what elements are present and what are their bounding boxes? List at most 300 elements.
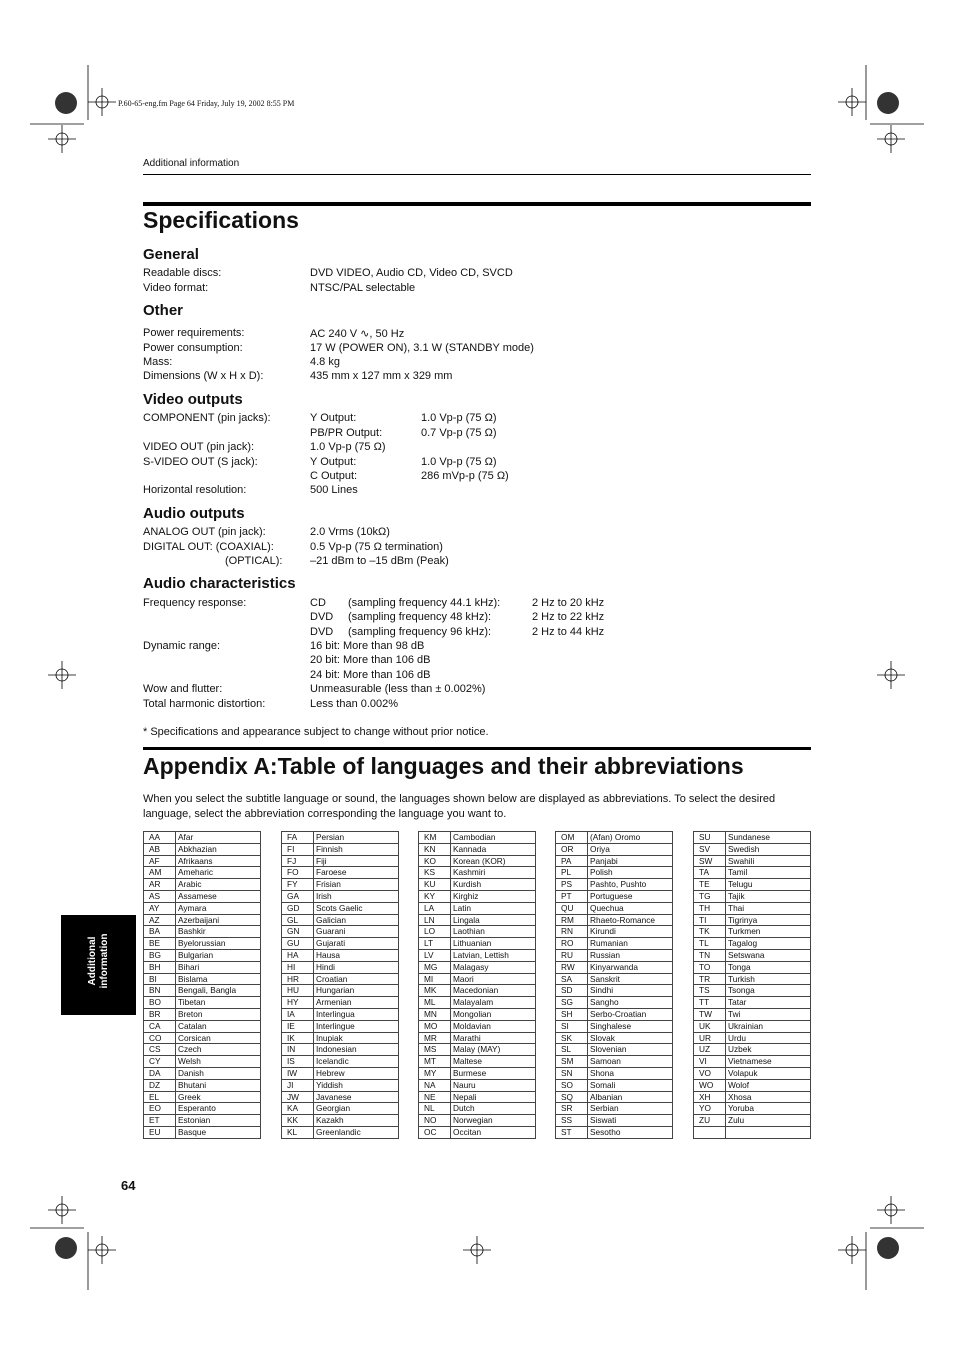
language-name: Greenlandic (314, 1126, 399, 1138)
language-code: OR (556, 843, 588, 855)
language-code: CO (144, 1032, 176, 1044)
spec-label: COMPONENT (pin jacks): (143, 412, 271, 424)
language-name: Breton (176, 1008, 261, 1020)
language-name: Sangho (588, 997, 673, 1009)
spec-value: 20 bit: More than 106 dB (310, 654, 431, 666)
language-name: Siswati (588, 1115, 673, 1127)
other-heading: Other (143, 302, 184, 319)
freq-desc: (sampling frequency 48 kHz): (348, 611, 492, 623)
language-name: Moldavian (451, 1020, 536, 1032)
language-row (419, 867, 536, 879)
language-name: Scots Gaelic (314, 902, 399, 914)
language-row (282, 902, 399, 914)
language-row (282, 890, 399, 902)
language-row (556, 1008, 673, 1020)
language-row (694, 985, 811, 997)
language-code: TL (694, 938, 726, 950)
language-row (419, 879, 536, 891)
language-name: Panjabi (588, 855, 673, 867)
language-row (282, 1079, 399, 1091)
language-row (419, 1056, 536, 1068)
spec-value: 17 W (POWER ON), 3.1 W (STANDBY mode) (310, 342, 534, 354)
language-code: OC (419, 1126, 451, 1138)
language-name: Arabic (176, 879, 261, 891)
language-code (694, 1126, 726, 1138)
language-row (556, 1126, 673, 1138)
header-rule (143, 174, 811, 175)
freq-range: 2 Hz to 22 kHz (532, 611, 605, 623)
language-code: TO (694, 961, 726, 973)
specifications-title: Specifications (143, 207, 299, 233)
language-row (694, 997, 811, 1009)
language-code: AR (144, 879, 176, 891)
language-name: Malayalam (451, 997, 536, 1009)
language-name: Tsonga (726, 985, 811, 997)
language-name: Inupiak (314, 1032, 399, 1044)
language-code: KU (419, 879, 451, 891)
language-table-col-2 (281, 831, 399, 1139)
language-name: Bulgarian (176, 949, 261, 961)
language-row (556, 867, 673, 879)
language-name: Irish (314, 890, 399, 902)
language-name: Serbo-Croatian (588, 1008, 673, 1020)
language-name: Greek (176, 1091, 261, 1103)
language-code: MG (419, 961, 451, 973)
spec-value: 4.8 kg (310, 356, 340, 368)
language-name: Hungarian (314, 985, 399, 997)
language-row (282, 867, 399, 879)
spec-value: 435 mm x 127 mm x 329 mm (310, 370, 453, 382)
language-code: EU (144, 1126, 176, 1138)
language-row (419, 902, 536, 914)
language-code: IS (282, 1056, 314, 1068)
language-name: Tonga (726, 961, 811, 973)
language-row (144, 1103, 261, 1115)
spec-label: S-VIDEO OUT (S jack): (143, 456, 258, 468)
language-row (419, 855, 536, 867)
audio-characteristics-heading: Audio characteristics (143, 575, 296, 592)
language-code: SQ (556, 1091, 588, 1103)
language-name: Kinyarwanda (588, 961, 673, 973)
language-code: NE (419, 1091, 451, 1103)
language-code: SG (556, 997, 588, 1009)
language-name: Latvian, Lettish (451, 949, 536, 961)
language-name: Kurdish (451, 879, 536, 891)
language-code: RM (556, 914, 588, 926)
language-name: Galician (314, 914, 399, 926)
language-row (419, 997, 536, 1009)
language-code: BI (144, 973, 176, 985)
language-code: AY (144, 902, 176, 914)
language-code: SI (556, 1020, 588, 1032)
language-row (144, 973, 261, 985)
language-code: JI (282, 1079, 314, 1091)
page-number: 64 (121, 1178, 136, 1193)
spec-value: Unmeasurable (less than ± 0.002%) (310, 683, 486, 695)
language-row (694, 1008, 811, 1020)
language-name: Somali (588, 1079, 673, 1091)
language-row (419, 1079, 536, 1091)
language-name: Hebrew (314, 1067, 399, 1079)
spec-label: Video format: (143, 282, 209, 294)
language-row (144, 1032, 261, 1044)
language-name: Macedonian (451, 985, 536, 997)
language-code: AA (144, 832, 176, 844)
language-name: Fiji (314, 855, 399, 867)
language-code: EL (144, 1091, 176, 1103)
language-name: Oriya (588, 843, 673, 855)
language-code: JW (282, 1091, 314, 1103)
language-name: Bengali, Bangla (176, 985, 261, 997)
language-row (144, 949, 261, 961)
language-code: SU (694, 832, 726, 844)
spec-value: –21 dBm to –15 dBm (Peak) (310, 555, 449, 567)
freq-format: CD (310, 597, 326, 609)
language-code: UK (694, 1020, 726, 1032)
language-name: (Afan) Oromo (588, 832, 673, 844)
language-row (144, 855, 261, 867)
language-name: Bihari (176, 961, 261, 973)
spec-value: 2.0 Vrms (10kΩ) (310, 526, 390, 538)
language-name: Finnish (314, 843, 399, 855)
language-name: Croatian (314, 973, 399, 985)
language-row (282, 1032, 399, 1044)
language-code: FO (282, 867, 314, 879)
language-code: ET (144, 1115, 176, 1127)
language-name: Burmese (451, 1067, 536, 1079)
section-side-tab (61, 915, 136, 1015)
language-row (556, 843, 673, 855)
language-code: SM (556, 1056, 588, 1068)
language-code: ZU (694, 1115, 726, 1127)
language-name: Lithuanian (451, 938, 536, 950)
language-row (694, 961, 811, 973)
language-code: SK (556, 1032, 588, 1044)
language-code: GD (282, 902, 314, 914)
language-row (282, 1044, 399, 1056)
language-row (282, 1056, 399, 1068)
language-name: Portuguese (588, 890, 673, 902)
language-name: Danish (176, 1067, 261, 1079)
language-name: Hindi (314, 961, 399, 973)
spec-label: Dimensions (W x H x D): (143, 370, 264, 382)
language-name: Wolof (726, 1079, 811, 1091)
language-code: EO (144, 1103, 176, 1115)
language-row (556, 1020, 673, 1032)
language-code: KL (282, 1126, 314, 1138)
language-row (694, 938, 811, 950)
language-row (556, 997, 673, 1009)
language-row (282, 1126, 399, 1138)
language-code: CS (144, 1044, 176, 1056)
language-row (556, 914, 673, 926)
language-code: TR (694, 973, 726, 985)
language-code: SV (694, 843, 726, 855)
language-code: MY (419, 1067, 451, 1079)
language-code: LT (419, 938, 451, 950)
language-name: Aymara (176, 902, 261, 914)
language-code: CY (144, 1056, 176, 1068)
appendix-title: Appendix A:Table of languages and their abbreviations (143, 753, 744, 779)
language-code: VI (694, 1056, 726, 1068)
language-code: GN (282, 926, 314, 938)
language-code: SS (556, 1115, 588, 1127)
language-code: LN (419, 914, 451, 926)
spec-value: 24 bit: More than 106 dB (310, 669, 431, 681)
language-name: Marathi (451, 1032, 536, 1044)
language-code: IN (282, 1044, 314, 1056)
language-code: VO (694, 1067, 726, 1079)
language-name: Urdu (726, 1032, 811, 1044)
language-row (556, 949, 673, 961)
language-name: Serbian (588, 1103, 673, 1115)
language-name: Rumanian (588, 938, 673, 950)
language-row (144, 843, 261, 855)
language-name: Tajik (726, 890, 811, 902)
language-name: Pashto, Pushto (588, 879, 673, 891)
language-name: Maori (451, 973, 536, 985)
language-row (282, 914, 399, 926)
language-row (144, 867, 261, 879)
language-name: Sanskrit (588, 973, 673, 985)
language-name: Hausa (314, 949, 399, 961)
language-row (419, 949, 536, 961)
spec-value: DVD VIDEO, Audio CD, Video CD, SVCD (310, 267, 513, 279)
language-name: Bashkir (176, 926, 261, 938)
spec-sub: 500 Lines (310, 484, 358, 496)
language-code: AZ (144, 914, 176, 926)
running-header: Additional information (143, 158, 240, 169)
language-code: HU (282, 985, 314, 997)
language-row (694, 1091, 811, 1103)
language-name: Assamese (176, 890, 261, 902)
language-row (282, 1091, 399, 1103)
language-name: Malay (MAY) (451, 1044, 536, 1056)
language-code: HI (282, 961, 314, 973)
language-name: Mongolian (451, 1008, 536, 1020)
language-row (694, 855, 811, 867)
language-row (556, 985, 673, 997)
language-code: FY (282, 879, 314, 891)
language-row (144, 1079, 261, 1091)
language-row (556, 1079, 673, 1091)
language-row (144, 938, 261, 950)
language-code: DA (144, 1067, 176, 1079)
language-row (144, 832, 261, 844)
language-row (282, 961, 399, 973)
language-code: UR (694, 1032, 726, 1044)
language-name: Vietnamese (726, 1056, 811, 1068)
language-code: LA (419, 902, 451, 914)
language-code: PA (556, 855, 588, 867)
language-code: HR (282, 973, 314, 985)
language-row (419, 1020, 536, 1032)
language-row (694, 1020, 811, 1032)
language-code: AB (144, 843, 176, 855)
language-code: HY (282, 997, 314, 1009)
language-code: TI (694, 914, 726, 926)
language-row (144, 1008, 261, 1020)
language-row (694, 914, 811, 926)
language-name: Javanese (314, 1091, 399, 1103)
language-code: NO (419, 1115, 451, 1127)
language-code: TH (694, 902, 726, 914)
language-name: Turkish (726, 973, 811, 985)
language-row (556, 938, 673, 950)
language-code: TK (694, 926, 726, 938)
language-code: AS (144, 890, 176, 902)
language-code: UZ (694, 1044, 726, 1056)
language-code: GA (282, 890, 314, 902)
language-name: Corsican (176, 1032, 261, 1044)
language-row (419, 843, 536, 855)
language-name: Volapuk (726, 1067, 811, 1079)
language-name: Byelorussian (176, 938, 261, 950)
language-code: KM (419, 832, 451, 844)
language-row (694, 1044, 811, 1056)
language-name: Ukrainian (726, 1020, 811, 1032)
language-code: TT (694, 997, 726, 1009)
language-name: Afar (176, 832, 261, 844)
language-row (282, 997, 399, 1009)
language-code: BA (144, 926, 176, 938)
language-row (556, 1103, 673, 1115)
language-code: IW (282, 1067, 314, 1079)
language-code: BO (144, 997, 176, 1009)
language-code: KY (419, 890, 451, 902)
language-name: Uzbek (726, 1044, 811, 1056)
language-table-col-4 (555, 831, 673, 1139)
spec-label: VIDEO OUT (pin jack): (143, 441, 255, 453)
language-name: Laothian (451, 926, 536, 938)
language-name: Albanian (588, 1091, 673, 1103)
language-name: Cambodian (451, 832, 536, 844)
spec-value: 0.7 Vp-p (75 Ω) (421, 427, 497, 439)
language-code: CA (144, 1020, 176, 1032)
language-row (694, 1115, 811, 1127)
language-row (419, 985, 536, 997)
spec-label: Wow and flutter: (143, 683, 223, 695)
language-row (694, 1103, 811, 1115)
language-row (556, 1044, 673, 1056)
language-code: OM (556, 832, 588, 844)
language-code: FI (282, 843, 314, 855)
freq-range: 2 Hz to 44 kHz (532, 626, 605, 638)
language-table-col-5 (693, 831, 811, 1139)
language-row (556, 1067, 673, 1079)
language-name: Indonesian (314, 1044, 399, 1056)
spec-sub: C Output: (310, 470, 358, 482)
language-code: ST (556, 1126, 588, 1138)
language-code: MI (419, 973, 451, 985)
language-row (694, 879, 811, 891)
language-row (144, 961, 261, 973)
language-row (419, 1032, 536, 1044)
language-code: BH (144, 961, 176, 973)
language-name: Kazakh (314, 1115, 399, 1127)
language-row (419, 926, 536, 938)
language-name (726, 1126, 811, 1138)
language-name: Yiddish (314, 1079, 399, 1091)
spec-value: 16 bit: More than 98 dB (310, 640, 425, 652)
language-code: RW (556, 961, 588, 973)
language-row (282, 1067, 399, 1079)
language-row (419, 1091, 536, 1103)
language-name: Nauru (451, 1079, 536, 1091)
spec-value: 1.0 Vp-p (75 Ω) (421, 412, 497, 424)
language-code: GU (282, 938, 314, 950)
language-code: BE (144, 938, 176, 950)
language-code: FA (282, 832, 314, 844)
appendix-rule (143, 747, 811, 750)
language-row (556, 973, 673, 985)
language-code: AF (144, 855, 176, 867)
language-row (556, 1091, 673, 1103)
language-row (282, 985, 399, 997)
language-name: Sindhi (588, 985, 673, 997)
printer-slug: P.60-65-eng.fm Page 64 Friday, July 19, 2002 8:55 PM (118, 99, 295, 108)
language-name: Telugu (726, 879, 811, 891)
side-tab-line1: Additional (87, 936, 98, 986)
language-name: Frisian (314, 879, 399, 891)
language-row (556, 832, 673, 844)
language-code: TW (694, 1008, 726, 1020)
language-row (694, 867, 811, 879)
spec-label: DIGITAL OUT: (COAXIAL): (143, 541, 274, 553)
language-code: RN (556, 926, 588, 938)
language-row (556, 902, 673, 914)
language-code: IK (282, 1032, 314, 1044)
language-name: Abkhazian (176, 843, 261, 855)
language-code: BN (144, 985, 176, 997)
language-name: Russian (588, 949, 673, 961)
language-row (282, 1008, 399, 1020)
language-name: Setswana (726, 949, 811, 961)
language-code: SD (556, 985, 588, 997)
language-row (144, 1067, 261, 1079)
language-name: Tibetan (176, 997, 261, 1009)
spec-sub: PB/PR Output: (310, 427, 383, 439)
language-row (556, 890, 673, 902)
spec-label: Horizontal resolution: (143, 484, 247, 496)
language-name: Faroese (314, 867, 399, 879)
language-name: Norwegian (451, 1115, 536, 1127)
language-name: Kashmiri (451, 867, 536, 879)
language-row (419, 914, 536, 926)
language-name: Malagasy (451, 961, 536, 973)
audio-outputs-heading: Audio outputs (143, 505, 245, 522)
language-code: IE (282, 1020, 314, 1032)
spec-label: (OPTICAL): (225, 555, 283, 567)
language-code: SA (556, 973, 588, 985)
language-code: HA (282, 949, 314, 961)
language-name: Sundanese (726, 832, 811, 844)
language-code: MO (419, 1020, 451, 1032)
language-row (282, 832, 399, 844)
spec-value: 0.5 Vp-p (75 Ω termination) (310, 541, 443, 553)
language-row (282, 1115, 399, 1127)
language-row (556, 879, 673, 891)
language-code: BR (144, 1008, 176, 1020)
language-code: PL (556, 867, 588, 879)
language-row (556, 926, 673, 938)
language-row (556, 961, 673, 973)
footnote: * Specifications and appearance subject to change without prior notice. (143, 726, 489, 738)
language-code: IA (282, 1008, 314, 1020)
language-row (419, 938, 536, 950)
language-row (694, 949, 811, 961)
language-code: SO (556, 1079, 588, 1091)
